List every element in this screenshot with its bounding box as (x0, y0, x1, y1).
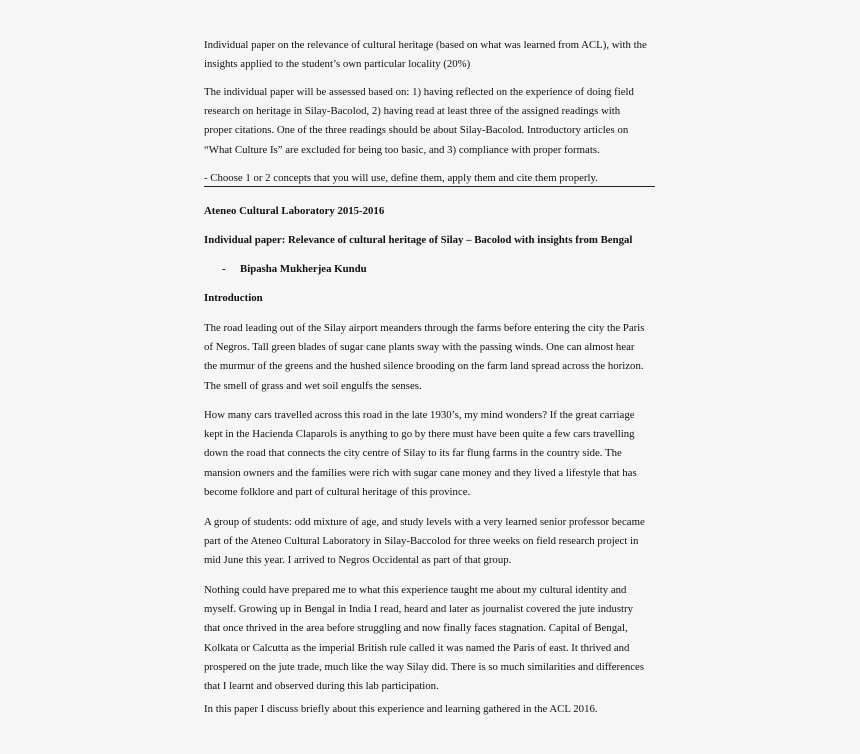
text-line: proper citations. One of the three readings should be about Silay-Bacolod. Introductory articles on (204, 124, 629, 137)
text-line: mansion owners and the families were rich with sugar cane money and they lived a lifestyle that has (204, 466, 637, 479)
text-line: The individual paper will be assessed based on: 1) having reflected on the experience of doing field (204, 86, 634, 98)
text-line: In this paper I discuss briefly about this experience and learning gathered in the ACL 2016. (204, 703, 598, 715)
section-heading-introduction: Introduction (204, 292, 263, 304)
text-line: “What Culture Is” are excluded for being too basic, and 3) compliance with proper formats. (204, 143, 600, 156)
paragraph-3 (204, 513, 660, 571)
text-line: - Choose 1 or 2 concepts that you will use, define them, apply them and cite them properly. (204, 172, 598, 184)
text-line: the murmur of the greens and the hushed silence brooding on the farm land spread across the horizon. (204, 360, 644, 373)
author-dash: - (222, 263, 226, 275)
paragraph-1 (204, 319, 660, 396)
assessment-criteria (204, 83, 660, 160)
text-line: that I learnt and observed during this lab participation. (204, 680, 439, 693)
text-line: mid June this year. I arrived to Negros Occidental as part of that group. (204, 554, 512, 567)
text-line: that once thrived in the area before struggling and now finally faces stagnation. Capital of Bengal, (204, 622, 628, 635)
text-line: kept in the Hacienda Claparols is anything to go by there must have been quite a few cars travelling (204, 428, 635, 441)
text-line: The smell of grass and wet soil engulfs the senses. (204, 379, 422, 392)
text-line: Nothing could have prepared me to what this experience taught me about my cultural identity and (204, 584, 627, 596)
author-name: Bipasha Mukherjea Kundu (240, 263, 367, 275)
paragraph-2 (204, 406, 660, 502)
text-line: Kolkata or Calcutta as the imperial British rule called it was named the Paris of east. It thrived and (204, 641, 630, 654)
text-line: A group of students: odd mixture of age, and study levels with a very learned senior professor became (204, 516, 645, 528)
assignment-title (204, 36, 660, 74)
text-line: How many cars travelled across this road in the late 1930’s, my mind wonders? If the great carriage (204, 409, 635, 421)
assignment-instruction (204, 171, 655, 187)
text-line: part of the Ateneo Cultural Laboratory in Silay-Baccolod for three weeks on field research project in (204, 535, 639, 548)
text-line: insights applied to the student’s own particular locality (20%) (204, 58, 471, 71)
lab-heading: Ateneo Cultural Laboratory 2015-2016 (204, 205, 385, 217)
text-line: Individual paper on the relevance of cultural heritage (based on what was learned from ACL), with the (204, 39, 647, 51)
paragraph-5 (204, 700, 660, 719)
paragraph-4 (204, 581, 660, 696)
text-line: of Negros. Tall green blades of sugar cane plants sway with the passing winds. One can almost hear (204, 341, 635, 354)
text-line: become folklore and part of cultural heritage of this province. (204, 485, 471, 498)
text-line: myself. Growing up in Bengal in India I read, heard and later as journalist covered the jute industry (204, 603, 634, 616)
text-line: The road leading out of the Silay airport meanders through the farms before entering the city the Paris (204, 322, 645, 334)
text-line: down the road that connects the city centre of Silay to its far flung farms in the country side. The (204, 447, 622, 460)
author-line (222, 260, 367, 279)
text-line: prospered on the jute trade, much like the way Silay did. There is so much similarities and differences (204, 660, 645, 673)
paper-title: Individual paper: Relevance of cultural heritage of Silay – Bacolod with insights from Bengal (204, 234, 633, 246)
text-line: research on heritage in Silay-Bacolod, 2) having read at least three of the assigned readings with (204, 105, 621, 118)
